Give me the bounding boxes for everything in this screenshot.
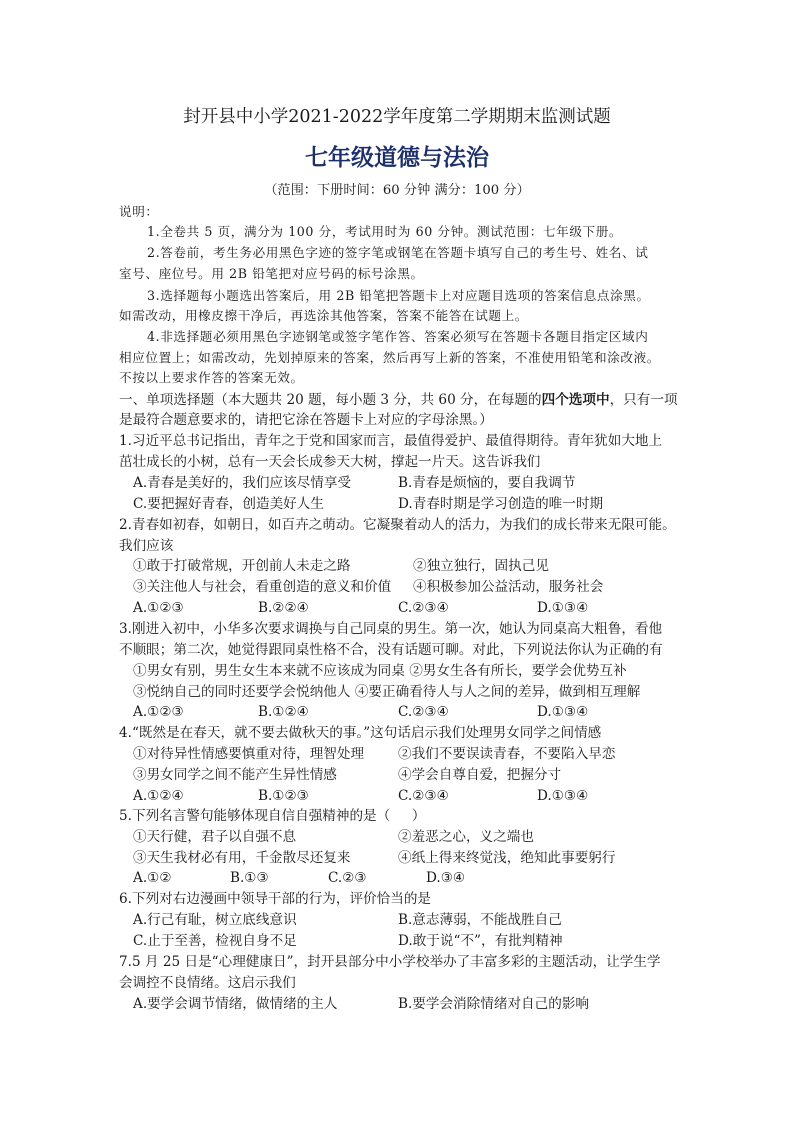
question-stem: 不顺眼；第二次，她觉得跟同桌性格不合，没有话题可聊。对此，下列说法你认为正确的有 — [119, 642, 663, 658]
statement-1: ①敢于打破常规，开创前人未走之路 — [133, 558, 351, 574]
instruction-line: 相应位置上；如需改动，先划掉原来的答案，然后再写上新的答案，不准使用铅笔和涂改液。 — [119, 350, 660, 365]
option-b: B.①②④ — [258, 704, 309, 720]
option-d: D.青春时期是学习创造的唯一时期 — [398, 496, 604, 512]
question-stem: 5.下列名言警句能够体现自信自强精神的是（ ） — [119, 808, 426, 824]
option-d: D.①③④ — [537, 704, 589, 720]
question-stem: 我们应该 — [119, 538, 174, 554]
statement-1: ①对待异性情感要慎重对待，理智处理 — [133, 746, 365, 762]
statements-3-4: ③悦纳自己的同时还要学会悦纳他人 ④要正确看待人与人之间的差异，做到相互理解 — [133, 684, 641, 700]
instruction-line: 如需改动，用橡皮擦干净后，再选涂其他答案，答案不能答在试题上。 — [119, 308, 529, 323]
instruction-line: 3.选择题每小题选出答案后，用 2B 铅笔把答题卡上对应题目选项的答案信息点涂黑。 — [147, 288, 650, 303]
option-b: B.①②③ — [258, 788, 309, 804]
option-a: A.①②③ — [133, 704, 184, 720]
section-heading — [119, 391, 678, 409]
instruction-line: 室号、座位号。用 2B 铅笔把对应号码的标号涂黑。 — [119, 266, 424, 281]
question-stem: 7.5 月 25 日是“心理健康日”，封开县部分中小学校举办了丰富多彩的主题活动，让学生学 — [119, 954, 661, 970]
section-heading-suffix: ，只有一项 — [609, 392, 678, 408]
option-d: D.③④ — [426, 870, 466, 886]
option-d: D.敢于说“不”，有批判精神 — [398, 933, 563, 949]
exam-scope: （范围：下册时间：60 分钟 满分：100 分） — [264, 183, 530, 198]
section-heading-line2: 是最符合题意要求的，请把它涂在答题卡上对应的字母涂黑。） — [119, 412, 493, 428]
statement-3: ③天生我材必有用，千金散尽还复来 — [133, 850, 351, 866]
option-c: C.②③④ — [398, 600, 449, 616]
instructions-heading: 说明： — [119, 204, 159, 219]
instruction-line: 1.全卷共 5 页，满分为 100 分，考试用时为 60 分钟。测试范围：七年级下册。 — [147, 224, 623, 239]
option-c: C.②③④ — [398, 788, 449, 804]
section-heading-emphasis: 四个选项中 — [541, 392, 610, 408]
question-stem: 会调控不良情绪。这启示我们 — [119, 975, 296, 991]
question-stem: 2.青春如初春，如朝日，如百卉之萌动。它凝聚着动人的活力，为我们的成长带来无限可能。 — [119, 517, 676, 533]
option-d: D.①③④ — [537, 600, 589, 616]
option-a: A.行己有耻，树立底线意识 — [133, 912, 297, 928]
option-a: A.①②③ — [133, 600, 184, 616]
option-a: A.①②④ — [133, 788, 184, 804]
statements-1-2: ①男女有别，男生女生本来就不应该成为同桌 ②男女生各有所长，要学会优势互补 — [133, 663, 627, 679]
option-d: D.①③④ — [537, 788, 589, 804]
instruction-line: 不按以上要求作答的答案无效。 — [119, 370, 304, 385]
statement-1: ①天行健，君子以自强不息 — [133, 829, 297, 845]
statement-4: ④学会自尊自爱，把握分寸 — [398, 767, 562, 783]
instruction-line: 2.答卷前，考生务必用黑色字迹的签字笔或钢笔在答题卡填写自己的考生号、姓名、试 — [147, 245, 649, 260]
statement-4: ④纸上得来终觉浅，绝知此事要躬行 — [398, 850, 616, 866]
option-c: C.要把握好青春，创造美好人生 — [133, 496, 324, 512]
statement-2: ②我们不要误读青春，不要陷入早恋 — [398, 746, 616, 762]
question-stem: 茁壮成长的小树，总有一天会长成参天大树，撑起一片天。这告诉我们 — [119, 454, 541, 470]
option-b: B.②②④ — [258, 600, 309, 616]
statement-4: ④积极参加公益活动，服务社会 — [413, 579, 604, 595]
question-stem: 6.下列对右边漫画中领导干部的行为，评价恰当的是 — [119, 891, 432, 907]
subject-title: 七年级道德与法治 — [305, 144, 489, 171]
option-b: B.①③ — [230, 870, 269, 886]
question-stem: 1.习近平总书记指出，青年之于党和国家而言，最值得爱护、最值得期待。青年犹如大地上 — [119, 433, 663, 449]
statement-3: ③关注他人与社会，看重创造的意义和价值 — [133, 579, 392, 595]
option-c: C.止于至善，检视自身不足 — [133, 933, 297, 949]
instruction-line: 4.非选择题必须用黑色字迹钢笔或签字笔作答、答案必须写在答题卡各题目指定区域内 — [147, 329, 649, 344]
option-a: A.青春是美好的，我们应该尽情享受 — [133, 475, 352, 491]
option-b: B.青春是烦恼的，要自我调节 — [398, 475, 576, 491]
statement-2: ②独立独行，固执己见 — [413, 558, 549, 574]
question-stem: 4.“既然是在春天，就不要去做秋天的事。”这句话启示我们处理男女同学之间情感 — [119, 725, 602, 741]
option-c: C.②③④ — [398, 704, 449, 720]
option-b: B.意志薄弱，不能战胜自己 — [398, 912, 562, 928]
option-a: A.①② — [133, 870, 172, 886]
option-b: B.要学会消除情绪对自己的影响 — [398, 996, 590, 1012]
question-stem: 3.刚进入初中，小华多次要求调换与自己同桌的男生。第一次，她认为同桌高大粗鲁，看他 — [119, 621, 663, 637]
statement-2: ②羞恶之心，义之端也 — [398, 829, 534, 845]
section-heading-prefix: 一、单项选择题（本大题共 20 题，每小题 3 分，共 60 分，在每题的 — [119, 392, 542, 408]
statement-3: ③男女同学之间不能产生异性情感 — [133, 767, 337, 783]
exam-title: 封开县中小学2021-2022学年度第二学期期末监测试题 — [183, 107, 611, 127]
option-a: A.要学会调节情绪，做情绪的主人 — [133, 996, 338, 1012]
option-c: C.②③ — [328, 870, 367, 886]
